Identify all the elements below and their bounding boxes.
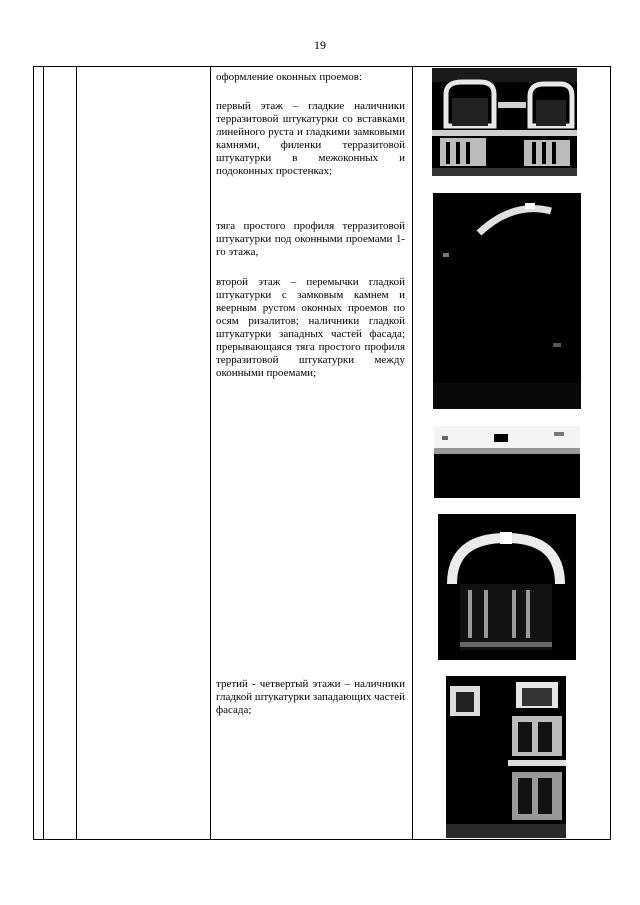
second-floor-text: второй этаж – перемычки гладкой штукатурки с замковым камнем и веерным рустом оконных проемов по осям ризалитов; наличники гладкой штукатурки западных частей фасада; прерывающаяся тяга простого профиля терразитовой штукатурки между оконными проемами; — [216, 276, 405, 379]
arched-window-photo — [438, 514, 576, 660]
belt-course-text: тяга простого профиля терразитовой штукатурки под оконными проемами 1-го этажа, — [216, 220, 405, 258]
column-divider-2 — [76, 67, 77, 839]
second-floor-block — [216, 276, 405, 380]
column-divider-1 — [43, 67, 44, 839]
column-divider-3 — [210, 67, 211, 839]
third-fourth-floor-text: третий - четвертый этажи – наличники гладкой штукатурки западающих частей фасада; — [216, 678, 405, 716]
first-floor-text: первый этаж – гладкие наличники терразитовой штукатурки со вставками линейного руста и гладкими замковыми камнями, филенки терразитовой штукатурки в межоконных и подоконных простенках; — [216, 100, 405, 177]
belt-course-block — [216, 220, 405, 259]
intro-text: оформление оконных проемов: — [216, 71, 363, 83]
arch-photo — [433, 193, 581, 409]
first-floor-block — [216, 100, 405, 178]
page-number: 19 — [314, 38, 326, 52]
third-fourth-floor-block — [216, 678, 405, 717]
description-cell — [216, 71, 405, 84]
upper-floors-photo — [446, 676, 566, 838]
facade-photo — [432, 68, 577, 176]
column-divider-4 — [412, 67, 413, 839]
cornice-photo — [434, 426, 580, 498]
